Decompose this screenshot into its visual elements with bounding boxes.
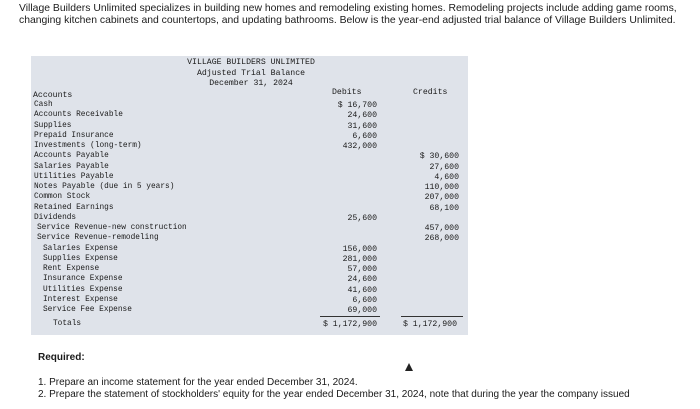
account-name: Salaries Payable [34, 162, 109, 171]
account-name: Dividends [34, 213, 77, 222]
debits-column-header: Debits [332, 88, 362, 97]
total-credits: $ 1,172,900 [402, 320, 457, 329]
debit-value: 6,600 [352, 295, 377, 305]
statement-date: December 31, 2024 [209, 79, 293, 89]
debit-value: 41,600 [347, 285, 377, 295]
account-name: Utilities Payable [34, 172, 114, 181]
trial-balance-table [31, 56, 468, 335]
account-name: Interest Expense [43, 295, 118, 304]
account-name: Service Fee Expense [43, 306, 132, 314]
credit-total-rule [401, 316, 463, 317]
account-name: Salaries Expense [43, 244, 118, 253]
debit-value: $ 16,700 [337, 101, 377, 110]
company-name: VILLAGE BUILDERS UNLIMITED [187, 58, 315, 67]
debit-value: 156,000 [342, 244, 377, 254]
problem-intro: Village Builders Unlimited specializes in building new homes and remodeling existing homes. Remodeling projects include adding game rooms, changing kitchen cabinets and countertops, and updating bathrooms. Below is the year-end adjusted trial balance of Village Builders Unlimited. [19, 3, 677, 27]
account-name: Insurance Expense [43, 275, 123, 284]
mouse-cursor-icon [405, 363, 413, 371]
requirement-2: 2. Prepare the statement of stockholders' equity for the year ended December 31, 2024, note that during the year the company issued [38, 389, 630, 400]
account-name: Service Revenue-remodeling [37, 234, 159, 243]
credit-value: 27,600 [429, 162, 459, 172]
account-name: Common Stock [34, 193, 91, 202]
trial-balance-header [171, 58, 331, 90]
total-debits: $ 1,172,900 [322, 320, 377, 329]
accounts-column-header: Accounts [33, 91, 73, 100]
totals-label: Totals [53, 320, 82, 328]
debit-value: 25,600 [347, 213, 377, 223]
statement-title: Adjusted Trial Balance [196, 68, 306, 78]
credit-value: 457,000 [424, 224, 459, 233]
account-name: Investments (long-term) [34, 142, 142, 150]
debit-value: 24,600 [347, 275, 377, 285]
account-name: Retained Earnings [34, 203, 114, 212]
account-name: Notes Payable (due in 5 years) [34, 183, 175, 191]
account-name: Supplies [34, 121, 72, 130]
debit-total-rule [320, 316, 380, 317]
account-name: Accounts Receivable [34, 111, 123, 120]
requirement-1: 1. Prepare an income statement for the year ended December 31, 2024. [38, 377, 358, 388]
credit-value: 268,000 [424, 234, 459, 244]
credit-value: 207,000 [424, 193, 459, 203]
debit-value: 281,000 [342, 254, 377, 264]
credit-value: 68,100 [429, 203, 459, 213]
credit-value: $ 30,600 [419, 152, 459, 162]
debit-value: 6,600 [352, 131, 377, 141]
credit-value: 110,000 [424, 183, 459, 192]
account-name: Prepaid Insurance [34, 131, 114, 140]
account-name: Supplies Expense [43, 254, 118, 263]
debit-value: 31,600 [347, 121, 377, 131]
account-name: Cash [34, 101, 53, 109]
credits-column-header: Credits [413, 88, 448, 97]
credit-value: 4,600 [434, 172, 459, 182]
account-name: Service Revenue-new construction [37, 224, 187, 232]
debit-value: 24,600 [347, 111, 377, 121]
account-name: Rent Expense [43, 265, 100, 273]
debit-value: 69,000 [347, 306, 377, 315]
account-name: Utilities Expense [43, 285, 123, 294]
account-name: Accounts Payable [34, 152, 109, 161]
debit-value: 57,000 [347, 265, 377, 274]
required-heading: Required: [38, 352, 85, 363]
debit-value: 432,000 [342, 142, 377, 151]
